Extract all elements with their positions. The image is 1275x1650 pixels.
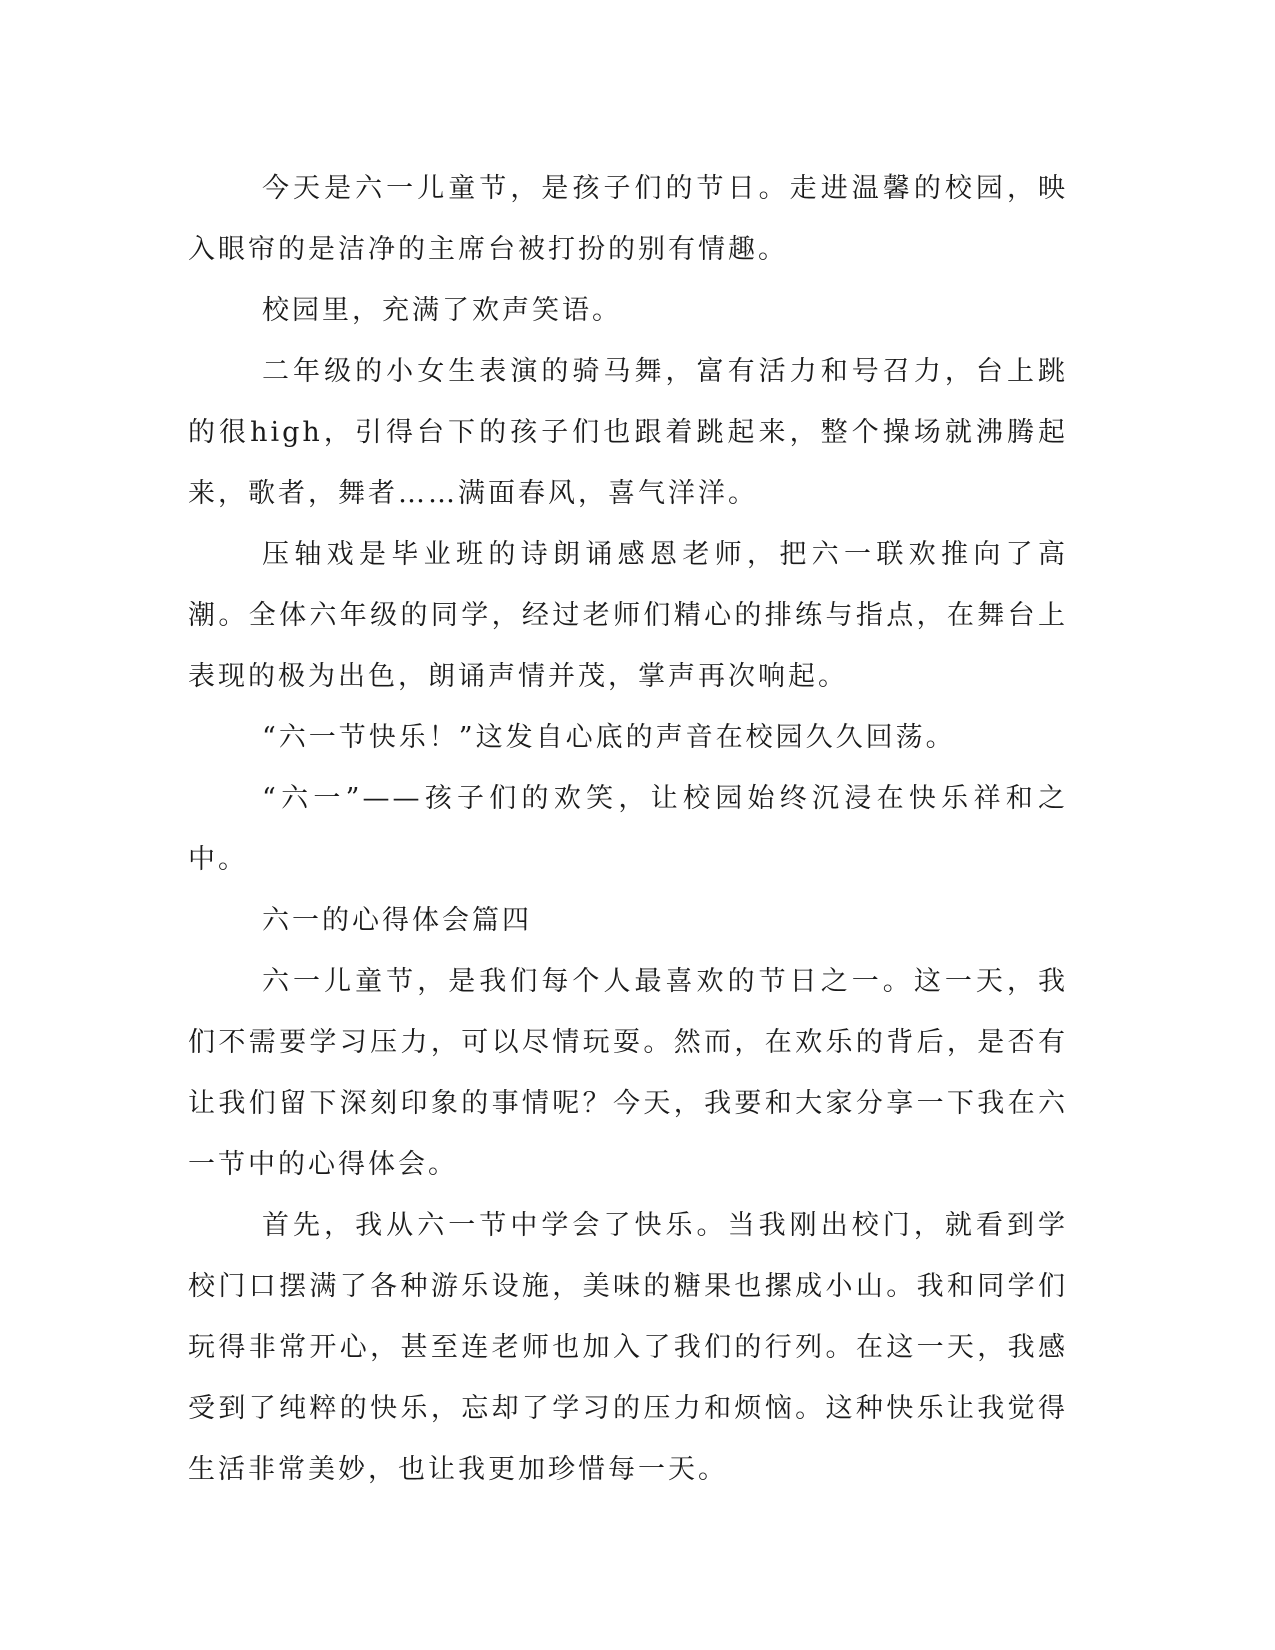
paragraph: 二年级的小女生表演的骑马舞，富有活力和号召力，台上跳的很high，引得台下的孩子们也跟着跳起来，整个操场就沸腾起来，歌者，舞者……满面春风，喜气洋洋。	[188, 356, 1068, 509]
paragraph: 首先，我从六一节中学会了快乐。当我刚出校门，就看到学校门口摆满了各种游乐设施，美味的糖果也摞成小山。我和同学们玩得非常开心，甚至连老师也加入了我们的行列。在这一天，我感受到了纯粹的快乐，忘却了学习的压力和烦恼。这种快乐让我觉得生活非常美妙，也让我更加珍惜每一天。	[188, 1210, 1068, 1485]
paragraph: 压轴戏是毕业班的诗朗诵感恩老师，把六一联欢推向了高潮。全体六年级的同学，经过老师们精心的排练与指点，在舞台上表现的极为出色，朗诵声情并茂，掌声再次响起。	[188, 539, 1068, 692]
document-body	[188, 158, 1068, 1500]
section-heading: 六一的心得体会篇四	[262, 905, 532, 936]
paragraph: “六一节快乐！”这发自心底的声音在校园久久回荡。	[262, 722, 956, 753]
paragraph: 今天是六一儿童节，是孩子们的节日。走进温馨的校园，映入眼帘的是洁净的主席台被打扮的别有情趣。	[188, 173, 1068, 265]
paragraph: “六一”——孩子们的欢笑，让校园始终沉浸在快乐祥和之中。	[188, 783, 1068, 875]
paragraph: 校园里，充满了欢声笑语。	[262, 295, 622, 326]
paragraph: 六一儿童节，是我们每个人最喜欢的节日之一。这一天，我们不需要学习压力，可以尽情玩耍。然而，在欢乐的背后，是否有让我们留下深刻印象的事情呢？今天，我要和大家分享一下我在六一节中的心得体会。	[188, 966, 1068, 1180]
